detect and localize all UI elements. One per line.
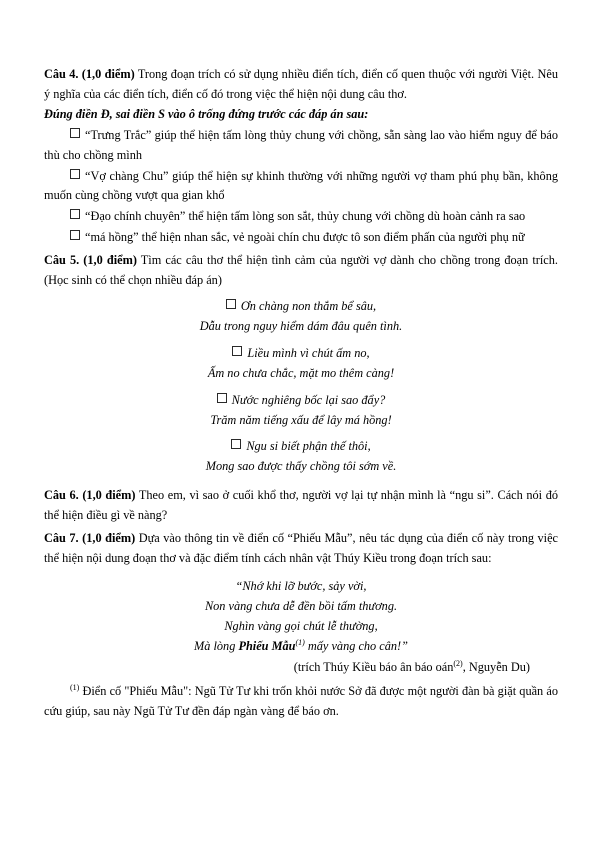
- question-5-text: Tìm các câu thơ thể hiện tình cảm của người vợ dành cho chồng trong đoạn trích. (Học sinh có thể chọn nhiều đáp án): [44, 253, 558, 288]
- instruction-line: Đúng điền Đ, sai điền S vào ô trống đứng trước các đáp án sau:: [44, 106, 369, 121]
- question-6: [44, 486, 558, 526]
- checkbox-icon[interactable]: [70, 169, 80, 179]
- verse-option-3[interactable]: [44, 391, 558, 431]
- verse-text: Liều mình vì chút ấm no,: [247, 345, 370, 360]
- checkbox-item-4-label: “má hồng” thể hiện nhan sắc, vẻ ngoài chín chu được tô son điểm phấn của người phụ nữ: [85, 230, 525, 245]
- footnote-1-marker: (1): [70, 683, 80, 693]
- checkbox-icon[interactable]: [217, 393, 227, 403]
- footnote-marker-2: (2): [453, 659, 463, 669]
- verse-option-4[interactable]: [44, 437, 558, 477]
- verse-option-1-line-2: Dẫu trong nguy hiểm dám đâu quên tình.: [199, 318, 403, 333]
- footnote-1: [44, 682, 558, 722]
- question-5: [44, 251, 558, 291]
- checkbox-item-3-label: “Đạo chính chuyên” thể hiện tấm lòng son sắt, thủy chung với chồng dù hoàn cảnh ra sao: [85, 209, 526, 224]
- excerpt-credit-prefix: (trích Thúy Kiều báo ân báo oán: [293, 660, 454, 675]
- question-4-label: Câu 4. (1,0 điểm): [44, 67, 135, 81]
- question-6-label: Câu 6. (1,0 điểm): [44, 488, 136, 503]
- verse-text: Ơn chàng non thắm bể sâu,: [240, 298, 377, 313]
- footnote-1-text: Điển cố "Phiếu Mẫu": Ngũ Tử Tư khi trốn khỏi nước Sở đã được một người đàn bà giặt quần áo cứu giúp, sau này Ngũ Tử Tư đền đáp ngàn vàng để báo ơn.: [44, 684, 558, 719]
- question-6-text: Theo em, vì sao ở cuối khổ thơ, người vợ lại tự nhận mình là “ngu si”. Cách nói đó thể hiện điều gì về nàng?: [44, 488, 559, 523]
- checkbox-item-4[interactable]: [44, 228, 558, 248]
- verse-option-4-line-1: [44, 437, 558, 457]
- verse-option-2-line-2: Ấm no chưa chắc, mặt mo thêm càng!: [207, 365, 395, 380]
- question-4: [44, 65, 558, 105]
- excerpt-line-4-prefix: Mà lòng: [194, 638, 239, 653]
- checkbox-icon[interactable]: [70, 230, 80, 240]
- footnote-marker-1: (1): [295, 637, 305, 647]
- checkbox-item-3[interactable]: [44, 207, 558, 227]
- excerpt-line-1: “Nhớ khi lỡ bước, sảy vời,: [235, 578, 367, 593]
- excerpt-line-4: [44, 637, 558, 657]
- checkbox-icon[interactable]: [70, 128, 80, 138]
- question-5-label: Câu 5. (1,0 điểm): [44, 253, 137, 268]
- verse-option-1[interactable]: [44, 297, 558, 337]
- checkbox-item-2-label: “Vợ chàng Chu” giúp thể hiện sự khinh thường với những người vợ tham phú phụ bần, không muốn cùng chồng vượt qua gian khổ: [44, 168, 558, 203]
- verse-text: Ngu si biết phận thế thôi,: [246, 439, 371, 454]
- checkbox-icon[interactable]: [231, 439, 241, 449]
- excerpt-credit: [44, 658, 558, 678]
- checkbox-item-2[interactable]: [44, 167, 558, 207]
- excerpt-allusion-term: Phiếu Mẫu: [238, 638, 296, 653]
- verse-option-3-line-1: [44, 391, 558, 411]
- excerpt-credit-suffix: , Nguyễn Du): [462, 660, 530, 675]
- excerpt-block: [44, 577, 558, 679]
- verse-option-3-line-2: Trăm năm tiếng xấu để lây má hồng!: [210, 412, 392, 427]
- checkbox-icon[interactable]: [226, 299, 236, 309]
- excerpt-line-2: Non vàng chưa dễ đền bồi tấm thương.: [204, 598, 398, 613]
- checkbox-icon[interactable]: [232, 346, 242, 356]
- verse-option-1-line-1: [44, 297, 558, 317]
- verse-option-2[interactable]: [44, 344, 558, 384]
- excerpt-line-3: Nghìn vàng gọi chút lễ thường,: [224, 618, 378, 633]
- question-7-text: Dựa vào thông tin về điển cố “Phiếu Mẫu”, nêu tác dụng của điển cố này trong việc thể hiện nội dung đoạn thơ và đặc điểm tính cách nhân vật Thúy Kiều trong đoạn trích sau:: [44, 531, 558, 565]
- checkbox-item-1-label: “Trưng Trắc” giúp thể hiện tấm lòng thủy chung với chồng, sẵn sàng lao vào hiểm nguy để báo thù cho chồng mình: [44, 127, 558, 162]
- checkbox-icon[interactable]: [70, 209, 80, 219]
- question-7-label: Câu 7. (1,0 điểm): [44, 531, 136, 546]
- question-4-text: Trong đoạn trích có sử dụng nhiều điển tích, điển cố quen thuộc với người Việt. Nêu ý nghĩa của các điển tích, điển cố đó trong việc thể hiện nội dung câu thơ.: [44, 67, 558, 101]
- checkbox-item-1[interactable]: [44, 126, 558, 166]
- verse-option-4-line-2: Mong sao được thấy chồng tôi sớm về.: [205, 459, 397, 474]
- verse-text: Nước nghiêng bốc lại sao đẩy?: [231, 392, 386, 407]
- verse-option-2-line-1: [44, 344, 558, 364]
- question-7: [44, 529, 558, 569]
- excerpt-line-4-suffix: mấy vàng cho cân!”: [304, 638, 408, 653]
